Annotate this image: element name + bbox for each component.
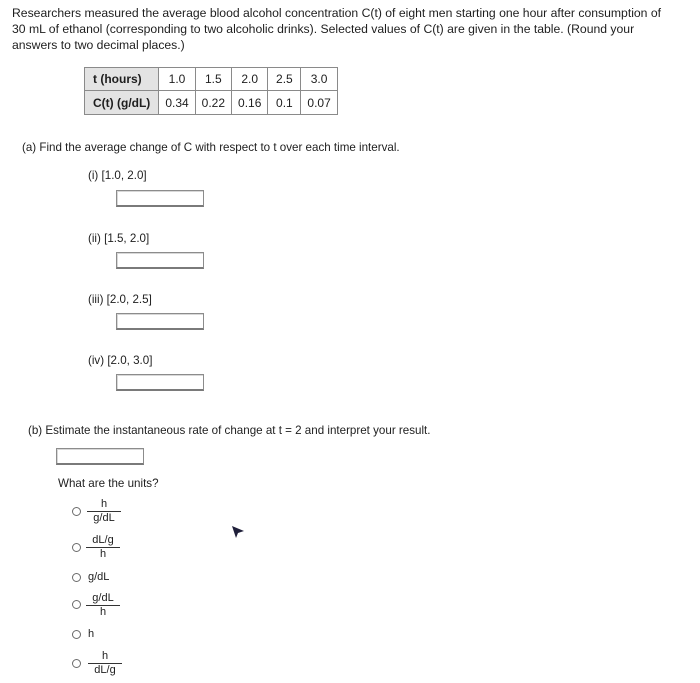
unit-option-radio-2[interactable] <box>72 543 81 552</box>
t-value: 3.0 <box>301 68 337 91</box>
unit-option-label-2: $\frac{dL/g}{h}$ <box>86 534 120 561</box>
unit-option-radio-3[interactable] <box>72 573 81 582</box>
c-value: 0.07 <box>301 91 337 115</box>
unit-option-radio-6[interactable] <box>72 659 81 668</box>
interval-label-ii: (ii) [1.5, 2.0] <box>88 232 150 245</box>
intro-line-2: 30 mL of ethanol (corresponding to two alcoholic drinks). Selected values of C(t) are given in the table. (Round your <box>12 22 635 36</box>
table-row-t <box>85 68 338 91</box>
play-cursor-icon <box>231 525 245 539</box>
answer-input-iv[interactable] <box>116 374 204 391</box>
problem-intro <box>12 5 700 53</box>
intro-line-1: Researchers measured the average blood alcohol concentration C(t) of eight men starting one hour after consumption of <box>12 6 662 20</box>
t-header: t (hours) <box>85 68 159 91</box>
part-b-prompt: (b) Estimate the instantaneous rate of change at t = 2 and interpret your result. <box>28 424 431 437</box>
instantaneous-rate-input[interactable] <box>56 448 144 465</box>
t-value: 2.5 <box>268 68 301 91</box>
unit-option-label-3: g/dL <box>88 571 110 583</box>
unit-option-label-5: h <box>88 628 95 640</box>
t-value: 2.0 <box>232 68 268 91</box>
unit-option-radio-1[interactable] <box>72 507 81 516</box>
unit-option-radio-5[interactable] <box>72 630 81 639</box>
table-row-c <box>85 91 338 115</box>
data-table <box>84 67 338 115</box>
unit-option-label-1: $\frac{h}{g/dL}$ <box>87 498 121 525</box>
unit-option-label-4: $\frac{g/dL}{h}$ <box>86 592 120 619</box>
interval-label-i: (i) [1.0, 2.0] <box>88 169 147 182</box>
answer-input-i[interactable] <box>116 190 204 207</box>
intro-line-3: answers to two decimal places.) <box>12 38 185 52</box>
part-a-prompt: (a) Find the average change of C with respect to t over each time interval. <box>22 141 400 154</box>
c-value: 0.16 <box>232 91 268 115</box>
answer-input-ii[interactable] <box>116 252 204 269</box>
units-question: What are the units? <box>58 477 159 490</box>
c-value: 0.34 <box>159 91 195 115</box>
c-value: 0.1 <box>268 91 301 115</box>
answer-input-iii[interactable] <box>116 313 204 330</box>
interval-label-iii: (iii) [2.0, 2.5] <box>88 293 152 306</box>
t-value: 1.0 <box>159 68 195 91</box>
unit-option-radio-4[interactable] <box>72 600 81 609</box>
c-header: C(t) (g/dL) <box>85 91 159 115</box>
unit-option-label-6: $\frac{h}{dL/g}$ <box>88 650 122 677</box>
c-value: 0.22 <box>195 91 231 115</box>
t-value: 1.5 <box>195 68 231 91</box>
interval-label-iv: (iv) [2.0, 3.0] <box>88 354 153 367</box>
